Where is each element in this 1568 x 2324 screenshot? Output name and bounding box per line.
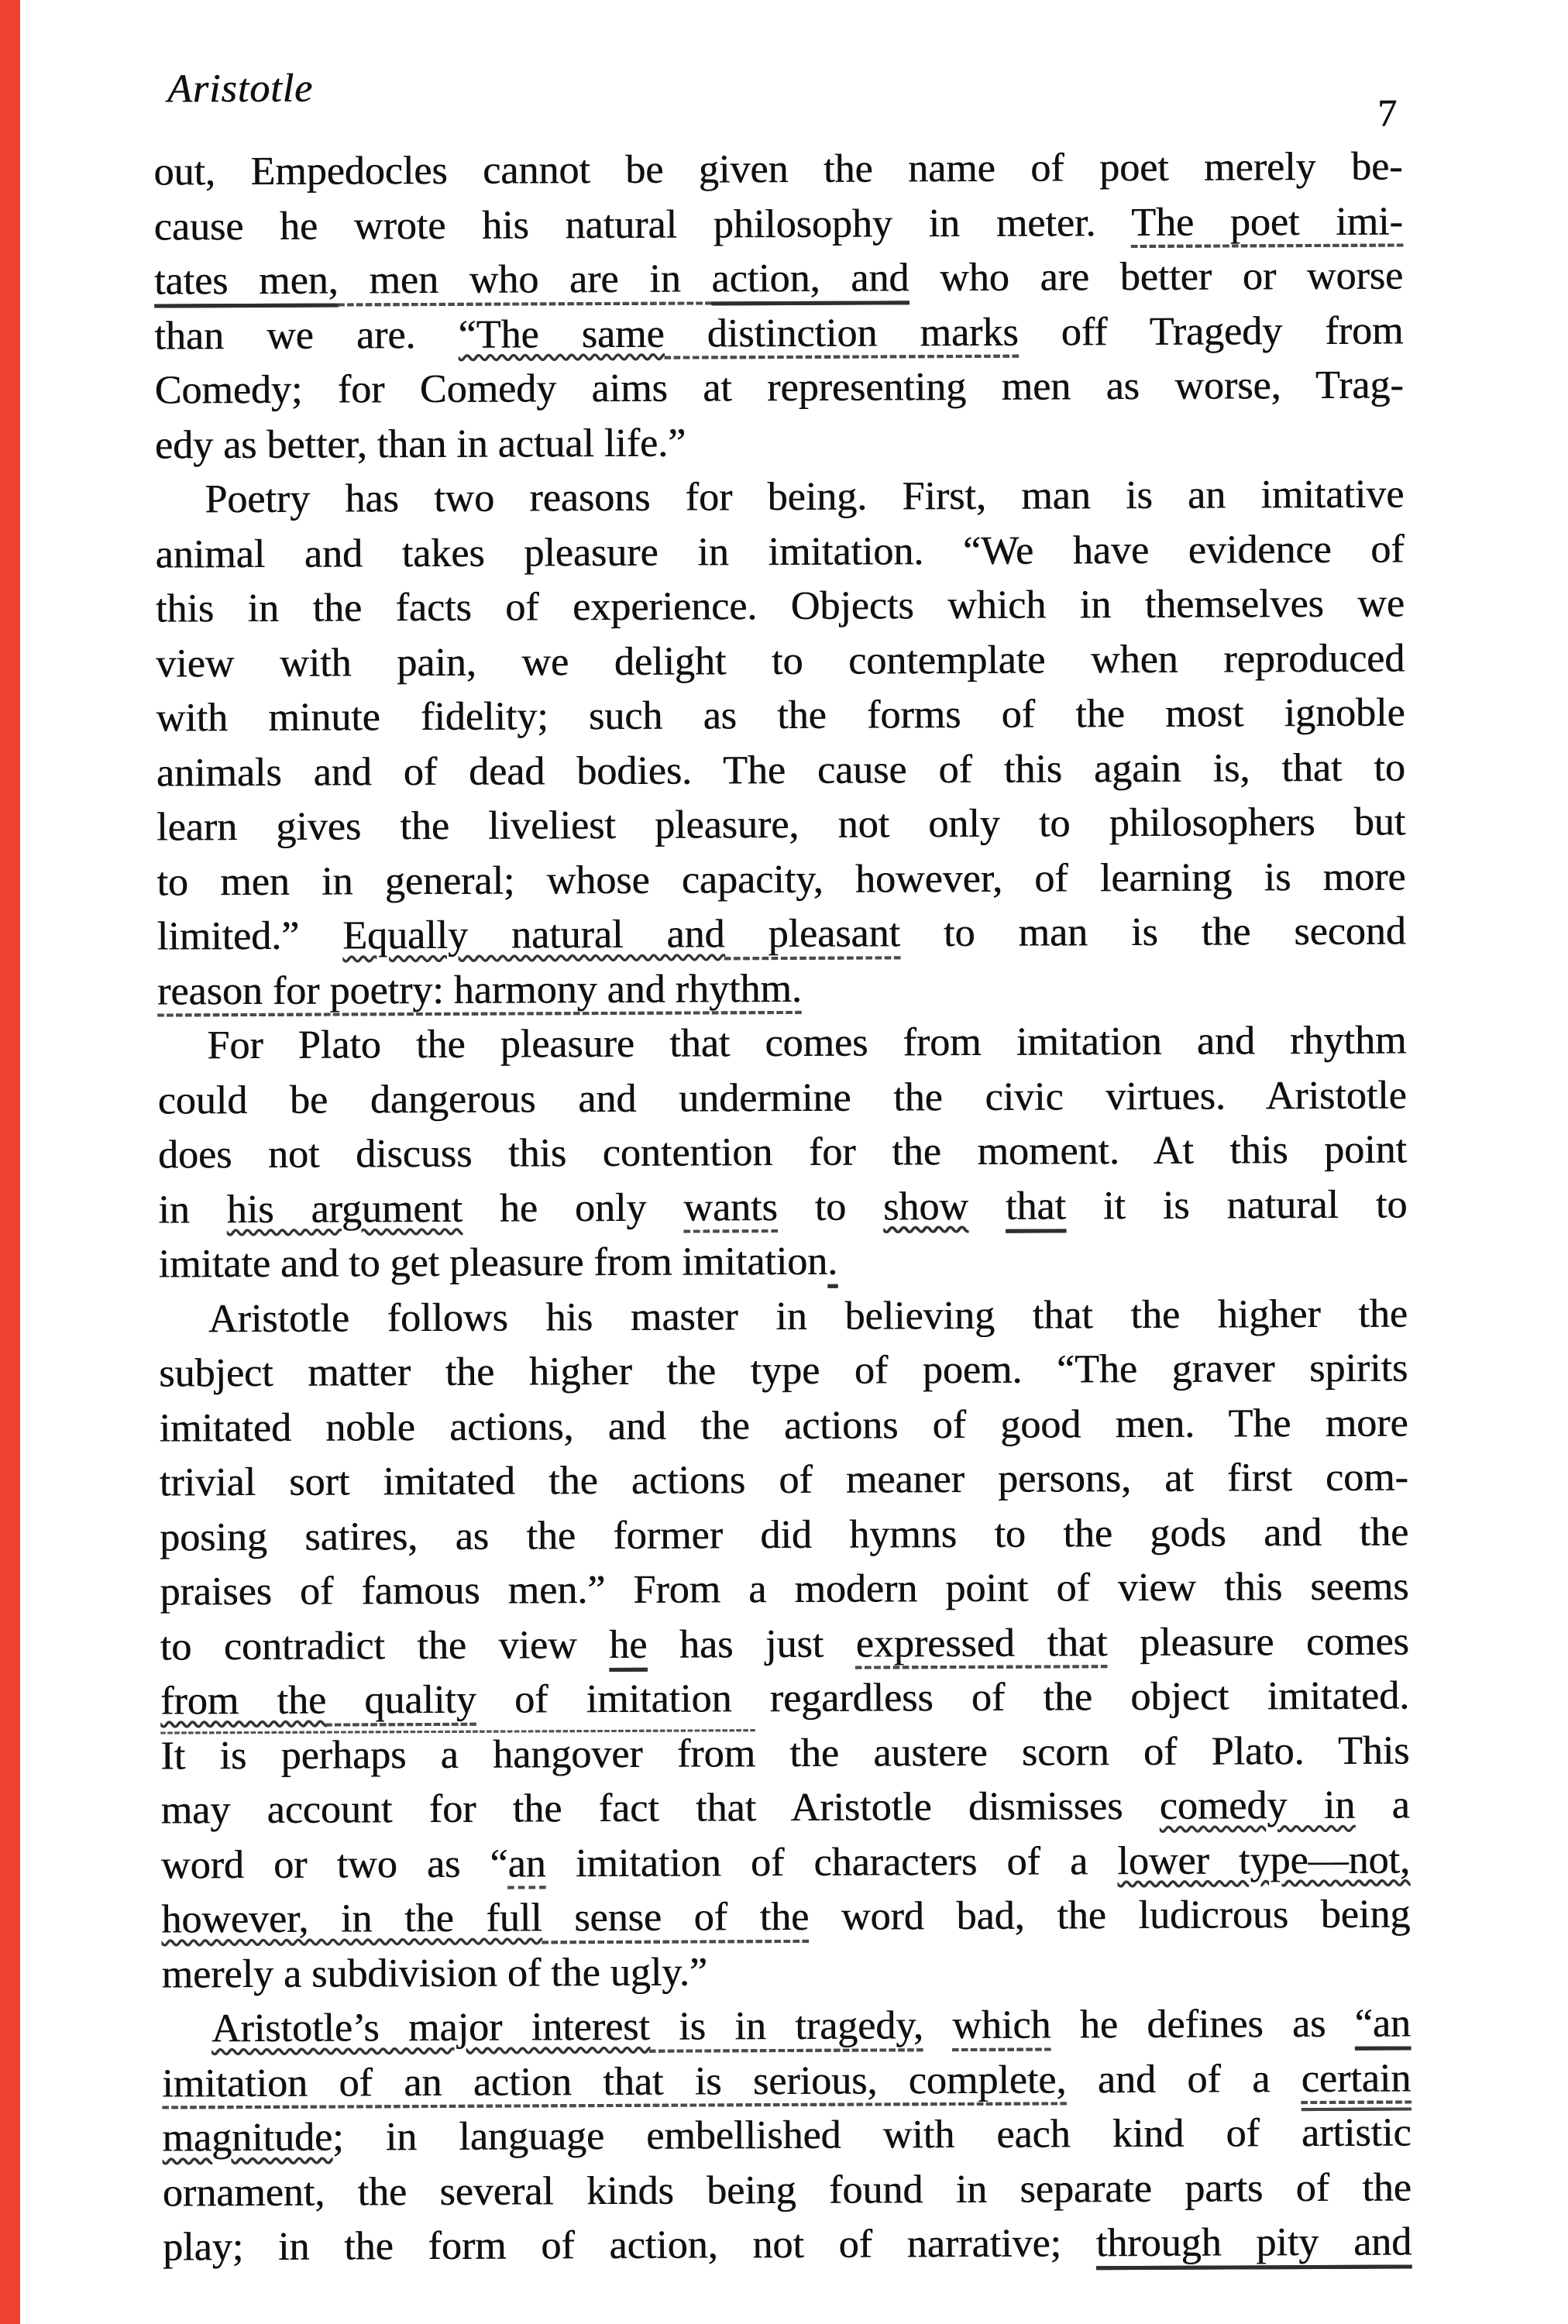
pencil-underlined-text: distinction marks (664, 310, 1019, 356)
pencil-underlined-text: Aristotle’s major interest (211, 2004, 650, 2051)
text-segment: it is natural to (1065, 1181, 1408, 1228)
text-line (160, 1724, 1409, 1784)
text-segment: may account for the fact that Aristotle dismisses (160, 1783, 1160, 1833)
pencil-underlined-text: wants (683, 1184, 778, 1230)
text-line (160, 1450, 1408, 1511)
pencil-underlined-text: his argument (226, 1186, 462, 1232)
pencil-underlined-text: “an (1354, 2001, 1411, 2046)
pencil-underlined-text: men who are in (338, 256, 712, 303)
text-segment: imitated noble actions, and the actions of good men. The more (159, 1400, 1408, 1451)
pencil-underlined-text: The poet imi- (1130, 199, 1403, 245)
text-segment: animals and of dead bodies. The cause of this again is, that to (156, 744, 1405, 796)
text-line (154, 194, 1403, 255)
text-segment: to contradict the view (160, 1622, 610, 1669)
text-line (157, 904, 1406, 964)
text-line (160, 1505, 1408, 1566)
text-line (158, 1232, 1407, 1292)
text-line (157, 959, 1406, 1019)
text-segment: trivial sort imitated the actions of meaner persons, at first com- (159, 1455, 1408, 1505)
text-segment: who are better or worse (909, 253, 1404, 301)
text-segment: pleasure comes (1107, 1618, 1409, 1665)
text-line (156, 741, 1405, 801)
text-line (157, 1013, 1406, 1074)
pencil-underlined-text: magnitude (162, 2115, 333, 2161)
text-segment: out, Empedocles cannot be given the name of poet merely be- (153, 144, 1403, 194)
text-segment: learn gives the liveliest pleasure, not only to philosophers but (156, 799, 1406, 850)
text-segment: Comedy; for Comedy aims at representing men as worse, Trag- (154, 363, 1404, 413)
pencil-underlined-text: artistic (1301, 2110, 1412, 2156)
text-segment: a (1355, 1783, 1410, 1827)
pencil-underlined-text: certain (1301, 2055, 1412, 2101)
text-segment: subject matter the higher the type of poem. “The graver spirits (159, 1346, 1408, 1396)
text-segment: play; in the form of action, not of narrative; (162, 2221, 1096, 2270)
text-segment: imitation of characters of a (545, 1838, 1118, 1886)
pencil-underlined-text: sense of the (542, 1894, 810, 1941)
text-line (161, 1833, 1410, 1893)
pencil-underlined-text: he (609, 1622, 648, 1667)
text-line (153, 140, 1402, 201)
pencil-underlined-text: through pity and (1095, 2219, 1412, 2266)
text-segment: to (777, 1184, 884, 1229)
text-segment: off Tragedy from (1018, 308, 1404, 355)
pencil-underlined-text: Equally natural and (342, 912, 725, 958)
pencil-underlined-text: an (507, 1841, 546, 1886)
pencil-underlined-text: . (827, 1239, 838, 1284)
text-segment: has just (647, 1621, 856, 1667)
text-line (154, 304, 1403, 364)
text-segment: view with pain, we delight to contemplate when reproduced (156, 635, 1405, 686)
text-segment: word bad, the ludicrous being (809, 1892, 1411, 1939)
text-segment: imitate and to get pleasure from imitation (158, 1239, 828, 1287)
pencil-underlined-text: however, in the full (161, 1896, 542, 1942)
text-segment: than we are. (154, 312, 459, 359)
text-line (156, 686, 1405, 746)
text-line (160, 1778, 1409, 1838)
text-segment: cause he wrote his natural philosophy in meter. (153, 200, 1132, 249)
text-line (154, 359, 1403, 419)
pencil-underlined-text: is in tragedy, (649, 2003, 923, 2049)
pencil-underlined-text: from the (160, 1678, 327, 1724)
text-line (159, 1341, 1408, 1401)
text-segment: Poetry has two reasons for being. First, man is an imitative (205, 472, 1405, 522)
text-segment: with minute fidelity; such as the forms of the most ignoble (156, 690, 1405, 741)
text-line (160, 1559, 1408, 1620)
text-segment: to men in general; whose capacity, however, of learning is more (156, 854, 1406, 905)
text-line (162, 2106, 1411, 2166)
text-segment: of imitation regardless of the object imitated. (476, 1673, 1410, 1722)
pencil-underlined-text: imitation of an action that is serious, complete, (162, 2057, 1067, 2106)
pencil-underlined-text: quality (325, 1677, 476, 1723)
pencil-underlined-text: reason for poetry: harmony and rhythm. (156, 966, 802, 1014)
text-line (163, 2215, 1412, 2275)
text-line (159, 1287, 1408, 1347)
text-line (156, 631, 1405, 692)
text-segment: ; in language embellished with each kind of (332, 2111, 1302, 2160)
text-segment (968, 1184, 1006, 1228)
text-segment: word or two as “ (160, 1841, 508, 1888)
text-segment: this in the facts of experience. Objects which in themselves we (155, 581, 1405, 631)
pencil-underlined-text: tates men, (153, 258, 339, 304)
pencil-underlined-text: show (882, 1184, 969, 1229)
text-segment: For Plato the pleasure that comes from imitation and rhythm (207, 1018, 1407, 1068)
pencil-underlined-text: comedy in (1159, 1783, 1356, 1828)
text-line (162, 2051, 1411, 2112)
text-line (163, 2161, 1412, 2221)
text-segment: he only (462, 1185, 684, 1231)
body-text (153, 140, 1412, 2276)
page-number: 7 (1377, 91, 1398, 135)
text-segment: limited.” (156, 913, 343, 959)
text-line (161, 1887, 1410, 1948)
text-line (156, 795, 1405, 855)
text-line (160, 1614, 1409, 1675)
text-line (162, 1996, 1411, 2057)
text-line (156, 850, 1405, 910)
pencil-underlined-text: pleasant (724, 911, 901, 957)
text-segment: merely a subdivision of the ugly.” (161, 1949, 707, 1997)
pencil-underlined-text: It is perhaps a hangover from (160, 1731, 756, 1779)
pencil-underlined-text: that (1005, 1183, 1066, 1229)
text-line (158, 1122, 1407, 1183)
text-line (155, 522, 1404, 583)
text-segment: the austere scorn of Plato. This (755, 1728, 1410, 1776)
pencil-underlined-text: “The same (458, 311, 665, 357)
text-segment: could be dangerous and undermine the civic virtues. Aristotle (157, 1072, 1407, 1123)
text-line (159, 1396, 1408, 1456)
pencil-underlined-text: lower type—not, (1117, 1837, 1411, 1883)
text-segment (923, 2003, 953, 2047)
text-segment: ornament, the several kinds being found in separate parts of the (162, 2164, 1412, 2216)
text-line (154, 249, 1403, 310)
text-segment: Aristotle follows his master in believing that the higher the (208, 1291, 1408, 1341)
text-segment: to man is the second (899, 909, 1406, 956)
text-line (157, 1068, 1406, 1129)
pencil-underlined-text: which (952, 2003, 1051, 2048)
text-segment: he defines as (1050, 2001, 1355, 2047)
text-segment: does not discuss this contention for the moment. At this point (157, 1127, 1408, 1177)
text-segment: in (158, 1187, 227, 1232)
text-line (160, 1669, 1409, 1729)
pencil-underlined-text: expressed that (855, 1620, 1108, 1666)
text-line (158, 1177, 1407, 1238)
text-line (155, 468, 1404, 528)
text-segment: edy as better, than in actual life.” (154, 421, 686, 468)
text-line (161, 1942, 1410, 2003)
pencil-underlined-text: action, and (711, 256, 910, 301)
running-title: Aristotle (167, 66, 314, 112)
text-segment: animal and takes pleasure in imitation. “We have evidence of (155, 526, 1405, 577)
text-segment: posing satires, as the former did hymns to the gods and the (159, 1509, 1409, 1560)
text-line (155, 413, 1404, 473)
text-segment: and of a (1066, 2056, 1302, 2102)
text-line (156, 576, 1405, 637)
text-segment: praises of famous men.” From a modern point of view this seems (160, 1564, 1409, 1614)
